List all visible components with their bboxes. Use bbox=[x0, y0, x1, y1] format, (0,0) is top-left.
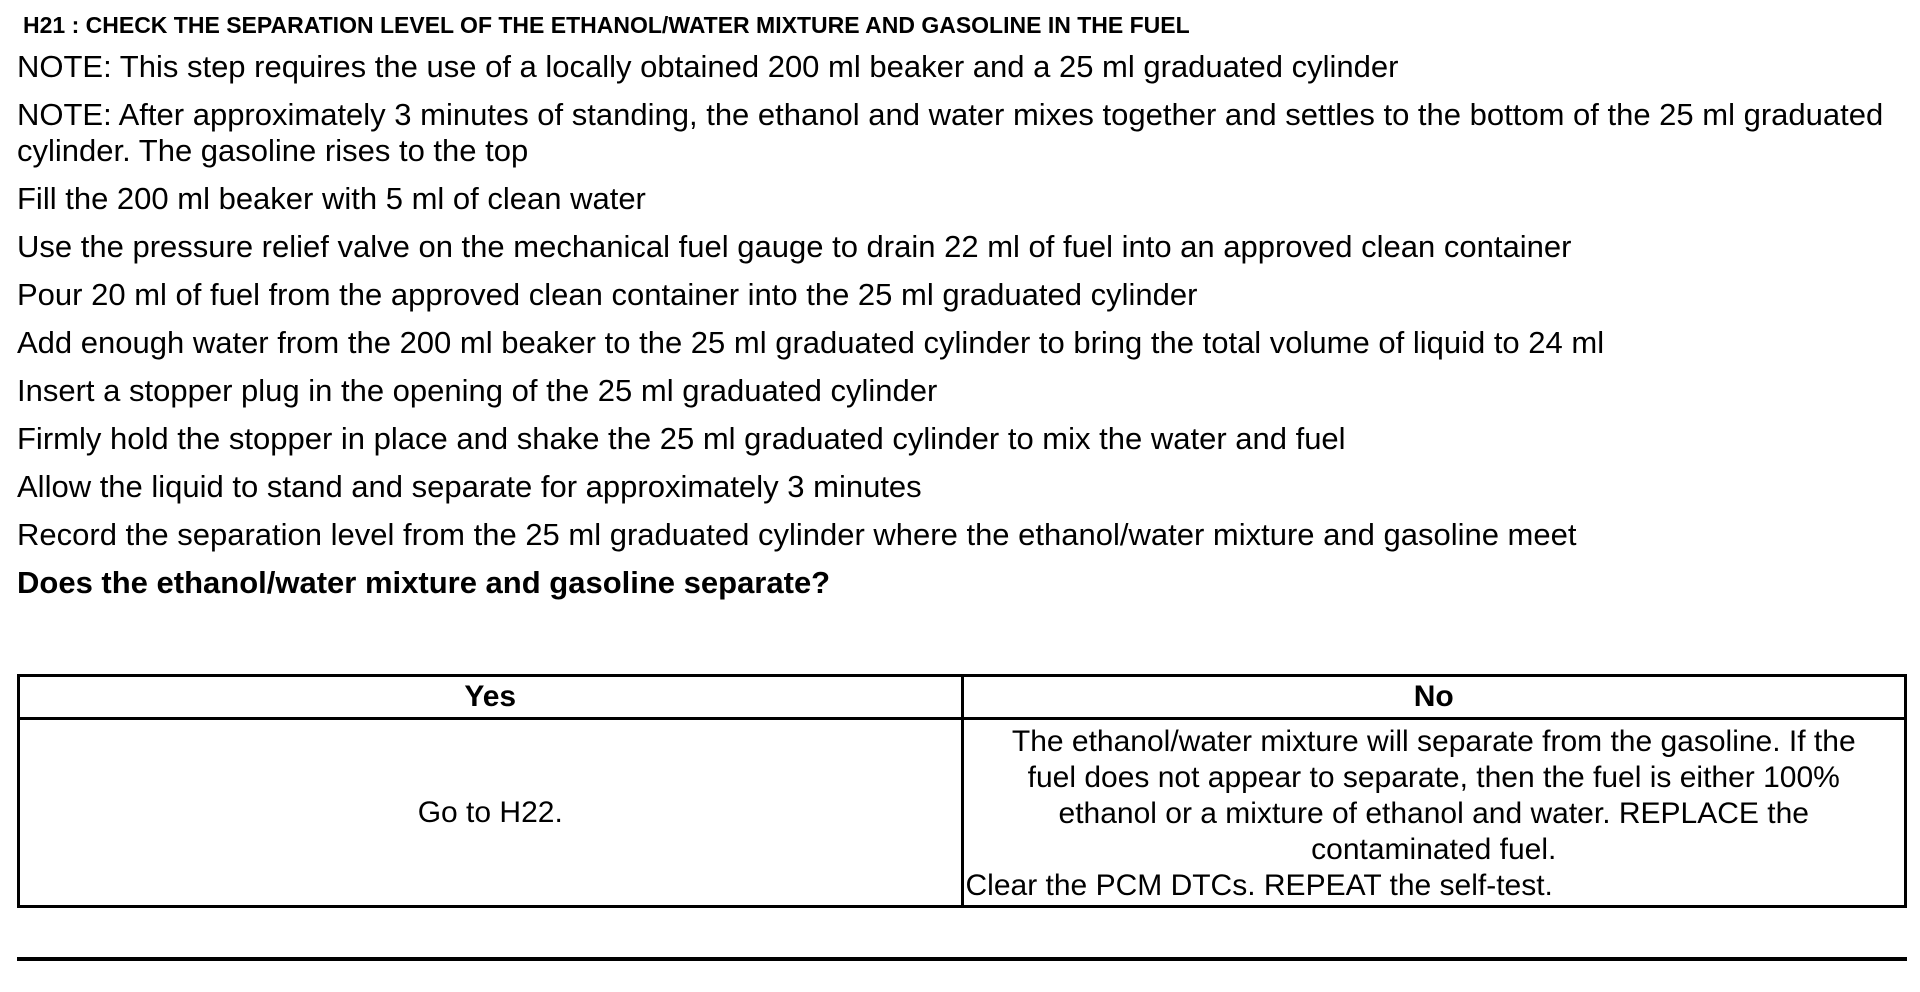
instruction-insert-stopper: Insert a stopper plug in the opening of the 25 ml graduated cylinder bbox=[17, 373, 938, 408]
decision-header-row bbox=[19, 676, 1906, 719]
procedure-step bbox=[17, 10, 1907, 613]
no-action-cell bbox=[962, 719, 1906, 907]
instruction-record-level: Record the separation level from the 25 ml graduated cylinder where the ethanol/water mixture and gasoline meet bbox=[17, 517, 1577, 552]
decision-question: Does the ethanol/water mixture and gasoline separate? bbox=[17, 565, 831, 600]
decision-table bbox=[17, 674, 1907, 908]
no-action-tail: Clear the PCM DTCs. REPEAT the self-test. bbox=[965, 869, 1553, 902]
note-equipment: NOTE: This step requires the use of a locally obtained 200 ml beaker and a 25 ml graduated cylinder bbox=[17, 49, 1399, 84]
yes-action: Go to H22. bbox=[19, 719, 963, 907]
instruction-drain-fuel: Use the pressure relief valve on the mechanical fuel gauge to drain 22 ml of fuel into an approved clean container bbox=[17, 229, 1572, 264]
instruction-add-water: Add enough water from the 200 ml beaker to the 25 ml graduated cylinder to bring the total volume of liquid to 24 ml bbox=[17, 325, 1605, 360]
bottom-divider bbox=[17, 957, 1907, 961]
instruction-fill-beaker: Fill the 200 ml beaker with 5 ml of clean water bbox=[17, 181, 646, 216]
yes-header: Yes bbox=[19, 676, 963, 719]
instruction-shake: Firmly hold the stopper in place and shake the 25 ml graduated cylinder to mix the water and fuel bbox=[17, 421, 1346, 456]
instruction-pour-fuel: Pour 20 ml of fuel from the approved clean container into the 25 ml graduated cylinder bbox=[17, 277, 1198, 312]
decision-action-row bbox=[19, 719, 1906, 907]
no-header: No bbox=[962, 676, 1906, 719]
step-title: H21 : CHECK THE SEPARATION LEVEL OF THE ETHANOL/WATER MIXTURE AND GASOLINE IN THE FUEL bbox=[23, 12, 1190, 38]
note-separation: NOTE: After approximately 3 minutes of standing, the ethanol and water mixes together and settles to the bottom of the 25 ml graduated cylinder. The gasoline rises to the top bbox=[17, 97, 1884, 168]
no-action: The ethanol/water mixture will separate from the gasoline. If the fuel does not appear to separate, then the fuel is either 100% ethanol or a mixture of ethanol and water. REPLACE the contaminated fuel. bbox=[1011, 725, 1856, 866]
instruction-stand: Allow the liquid to stand and separate for approximately 3 minutes bbox=[17, 469, 922, 504]
